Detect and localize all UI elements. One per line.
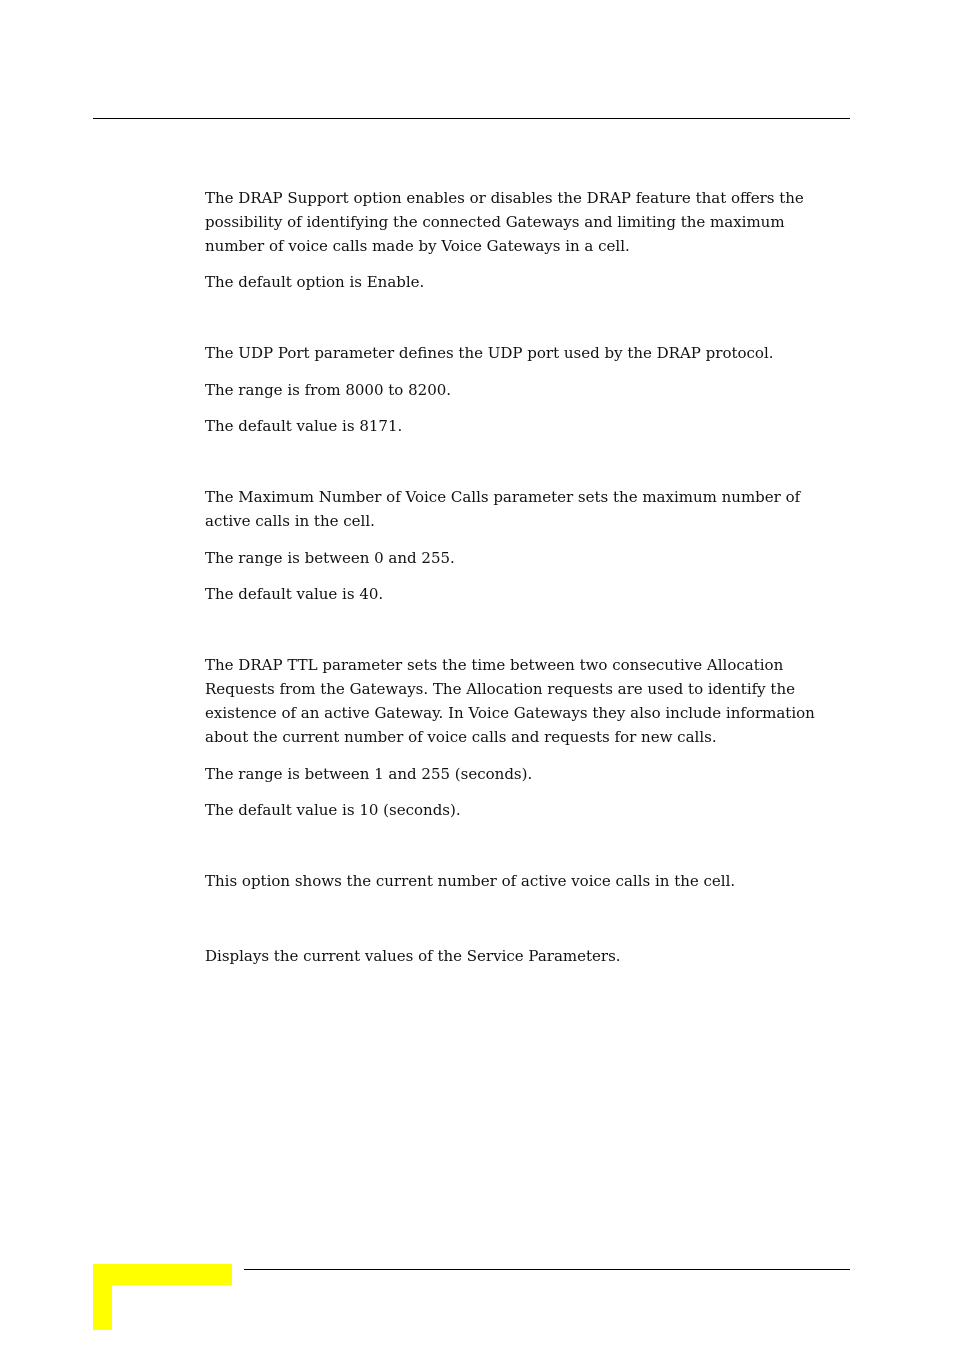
drap-support-description: The DRAP Support option enables or disables the DRAP feature that offers the possibility of identifying the connected Gateways and limiting the maximum number of voice calls made by Voice Gateways in a cell. [205, 189, 804, 255]
header-rule [93, 118, 850, 119]
udp-port-default: The default value is 8171. [205, 417, 403, 435]
active-voice-calls-description: This option shows the current number of active voice calls in the cell. [205, 872, 736, 890]
corner-accent-vertical [93, 1264, 112, 1330]
footer-rule [244, 1269, 850, 1270]
udp-port-range: The range is from 8000 to 8200. [205, 381, 452, 399]
udp-port-description: The UDP Port parameter defines the UDP port used by the DRAP protocol. [205, 344, 774, 362]
drap-support-default: The default option is Enable. [205, 273, 425, 291]
show-description: Displays the current values of the Service Parameters. [205, 947, 621, 965]
drap-ttl-description: The DRAP TTL parameter sets the time between two consecutive Allocation Requests from the Gateways. The Allocation requests are used to identify the existence of an active Gateway. In Voice Gateways they also include information about the current number of voice calls and requests for new calls. [205, 656, 815, 746]
max-voice-calls-default: The default value is 40. [205, 585, 384, 603]
drap-ttl-range: The range is between 1 and 255 (seconds). [205, 765, 533, 783]
max-voice-calls-range: The range is between 0 and 255. [205, 549, 455, 567]
drap-ttl-default: The default value is 10 (seconds). [205, 801, 461, 819]
max-voice-calls-description: The Maximum Number of Voice Calls parameter sets the maximum number of active calls in the cell. [205, 488, 801, 530]
corner-accent-horizontal [93, 1264, 232, 1285]
